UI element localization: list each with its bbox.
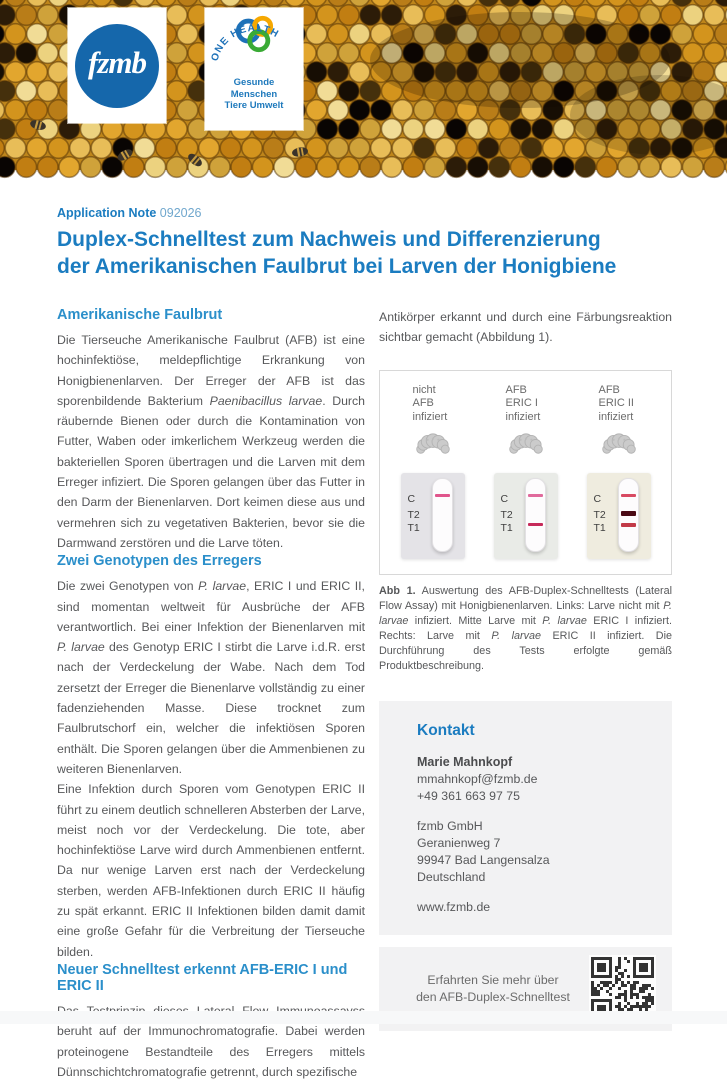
header-banner xyxy=(0,0,727,170)
page-title xyxy=(57,226,672,280)
contact-website[interactable]: www.fzmb.de xyxy=(417,899,491,914)
strip-row-label-c: C xyxy=(500,493,509,506)
test-strips-row xyxy=(386,384,665,559)
document-body xyxy=(0,206,727,1082)
contact-city: 99947 Bad Langensalza xyxy=(417,852,550,867)
app-note-number: 092026 xyxy=(159,206,202,220)
figure-caption: Abb 1. Auswertung des AFB-Duplex-Schnelltests (Lateral Flow Assay) mit Honigbienenlarven. Links: Larve nicht mit P. larvae infiziert. Mitte Larve mit P. larvae ERIC I infiziert. Rechts: Larve mit P. larvae ERIC II infiziert. Die Durchführung des Tests erfolgte gemäß Produktbeschreibung. xyxy=(379,584,673,672)
contact-name: Marie Mahnkopf xyxy=(417,754,513,769)
contact-company: fzmb GmbH xyxy=(417,818,483,833)
one-health-rings-icon xyxy=(207,12,301,75)
paragraph-genotypen-2: Eine Infektion durch Sporen vom Genotypen ERIC II führt zu einem deutlich schnelleren Absterben der Larve, meist noch vor der Verdeckelung. Die tote, aber hochinfektiöse Larve wird durch Ammenbienen entfernt. Da nur wenige Larven erst nach der Verdeckelung sterben, werden AFB-Infektionen durch ERIC II häufig zu spät erkannt. ERIC II Infektionen bilden damit damit eine große Gefahr für die Verbreitung der Tierseuche bilden. xyxy=(57,782,365,959)
app-note-label-text: Application Note xyxy=(57,206,157,220)
one-health-logo xyxy=(205,8,303,130)
section-heading-neuer-schnelltest: Neuer Schnelltest erkennt AFB-ERIC I und ERIC II xyxy=(57,961,348,994)
larva-icon xyxy=(500,428,552,466)
result-band-c xyxy=(528,494,543,497)
test-strip xyxy=(618,478,639,552)
result-band-c xyxy=(621,494,636,497)
test-cassette xyxy=(587,473,651,559)
contact-country: Deutschland xyxy=(417,869,486,884)
larva-icon xyxy=(593,428,645,466)
paragraph-afb: Die Tierseuche Amerikanische Faulbrut (AFB) ist eine hochinfektiöse, meldepflichtige Erkrankung von Honigbienenlarven. Der Erreger der AFB ist das sporenbildende Bakterium Paenibacillus larvae. Durch räubernde Bienen oder durch die Kontamination von Futter, Waben oder imkerlichem Werkzeug werden die bakteriellen Sporen übertragen und die Larven mit dem Erreger infiziert. Die Sporen gelangen über das Futter in den Darm der Bienenlarven. Dort keimen diese aus und vermehren sich zu vegetativen Bakterien, bevor sie die Darmwand zerstören und die Larve töten. xyxy=(57,333,365,550)
result-band-t1 xyxy=(621,523,636,527)
strip-condition-label: AFB ERIC I infiziert xyxy=(505,383,541,423)
one-health-arc-text: ONE HEALTH xyxy=(209,22,281,63)
result-band-c xyxy=(435,494,450,497)
qr-caption-line-1: Erfahrten Sie mehr über xyxy=(427,972,559,987)
right-column xyxy=(379,307,672,1082)
result-band-t2 xyxy=(621,511,636,516)
section-heading-zwei-genotypen: Zwei Genotypen des Erregers xyxy=(57,553,262,570)
tagline-line: Gesunde xyxy=(233,77,275,88)
paragraph-genotypen-1: Die zwei Genotypen von P. larvae, ERIC I und ERIC II, sind momentan weltweit für Ausbrüche der AFB verantwortlich. Bei einer Infektion der Bienenlarven mit P. larvae des Genotyp ERIC I stirbt die Larve i.d.R. erst nach der Verdeckelung der Wabe. Nach dem Tod zersetzt der Erreger die Bienenlarve vollständig zu einer fadenziehenden Masse. Diese trocknet zum Faulbrutschorf ein, welcher die infektiösen Sporen enthält. Die Sporen gelangen über die Ammenbienen zu weiteren Bienenlarven. xyxy=(57,579,365,776)
figure-strip-1 xyxy=(388,384,478,559)
contact-email[interactable]: mmahnkopf@fzmb.de xyxy=(417,771,538,786)
strip-row-label-t2: T2 xyxy=(500,509,513,522)
contact-heading: Kontakt xyxy=(417,721,475,739)
strip-condition-label: nicht AFB infiziert xyxy=(412,383,448,423)
qr-caption xyxy=(379,972,589,1006)
tagline-line: Menschen xyxy=(230,88,278,100)
contact-address xyxy=(417,818,652,886)
tagline-line: Tiere Umwelt xyxy=(224,100,284,111)
test-strip xyxy=(432,478,453,552)
paragraph-continuation: Antikörper erkannt und durch eine Färbungsreaktion sichtbar gemacht (Abbildung 1). xyxy=(379,310,672,345)
title-line-2: der Amerikanischen Faulbrut bei Larven der Honigbiene xyxy=(57,255,617,278)
left-column xyxy=(57,307,365,1082)
strip-row-label-t1: T1 xyxy=(593,522,606,535)
two-column-layout xyxy=(57,307,672,1082)
contact-street: Geranienweg 7 xyxy=(417,835,501,850)
test-cassette xyxy=(494,473,558,559)
strip-row-label-t1: T1 xyxy=(500,522,513,535)
strip-row-label-t2: T2 xyxy=(593,509,606,522)
strip-row-label-c: C xyxy=(593,493,602,506)
footer-bar xyxy=(0,1011,727,1024)
strip-row-label-c: C xyxy=(407,493,416,506)
larva-icon xyxy=(407,428,459,466)
paragraph-schnelltest: beruht auf der Immunochromatografie. Dabei werden proteinogene Bestandteile des Erregers mittels Dünnschichtchromatografie getrennt, durch spezifische xyxy=(57,1024,365,1079)
contact-box xyxy=(379,701,672,935)
fzmb-logo-circle xyxy=(75,24,159,108)
application-note-label xyxy=(57,206,672,220)
one-health-tagline xyxy=(225,77,284,112)
strip-row-label-t2: T2 xyxy=(407,509,420,522)
section-heading-amerikanische-faulbrut: Amerikanische Faulbrut xyxy=(57,307,223,323)
figure-afb-duplex-test xyxy=(379,370,672,575)
test-strip xyxy=(525,478,546,552)
result-band-t1 xyxy=(528,523,543,526)
figure-strip-3 xyxy=(574,384,664,559)
fzmb-logo-text: fzmb xyxy=(88,45,146,80)
strip-condition-label: AFB ERIC II infiziert xyxy=(598,383,634,423)
qr-caption-line-2: den AFB-Duplex-Schnelltest xyxy=(416,989,570,1004)
strip-row-label-t1: T1 xyxy=(407,522,420,535)
fzmb-logo xyxy=(68,8,166,123)
contact-phone: +49 361 663 97 75 xyxy=(417,788,520,803)
title-line-1: Duplex-Schnelltest zum Nachweis und Differenzierung xyxy=(57,228,601,251)
figure-strip-2 xyxy=(481,384,571,559)
test-cassette xyxy=(401,473,465,559)
